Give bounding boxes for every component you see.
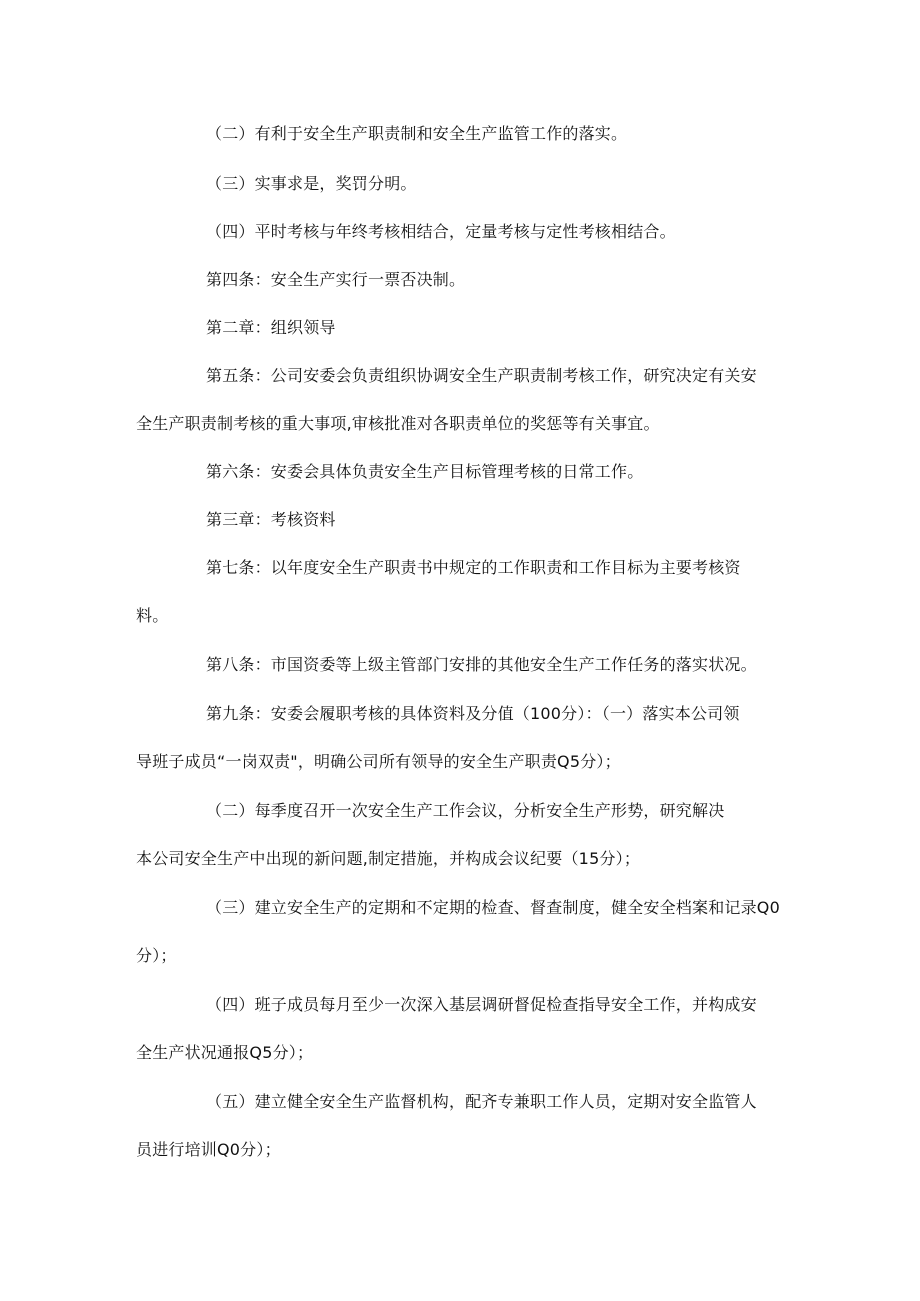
text-line: （二）每季度召开一次安全生产工作会议，分析安全生产形势，研究解决 [206,801,725,820]
text-line: 第三章：考核资料 [206,510,336,529]
text-line: 第四条：安全生产实行一票否决制。 [206,270,466,289]
text-line: （四）平时考核与年终考核相结合，定量考核与定性考核相结合。 [206,222,676,241]
text-line: 第七条：以年度安全生产职责书中规定的工作职责和工作目标为主要考核资 [206,558,741,577]
text-line: 第六条：安委会具体负责安全生产目标管理考核的日常工作。 [206,462,644,481]
text-line: （三）实事求是，奖罚分明。 [206,174,417,193]
text-line: 全生产状况通报Q5分）； [136,1043,314,1062]
text-line: 员进行培训Q0分）； [136,1140,281,1159]
text-line: （二）有利于安全生产职责制和安全生产监管工作的落实。 [206,124,628,143]
text-line: 本公司安全生产中出现的新问题,制定措施，并构成会议纪要（15分）； [136,849,641,868]
text-line: 第二章：组织领导 [206,318,336,337]
text-line: 料。 [136,606,169,625]
text-line: 第八条：市国资委等上级主管部门安排的其他安全生产工作任务的落实状况。 [206,655,757,674]
text-line: （五）建立健全安全生产监督机构，配齐专兼职工作人员，定期对安全监管人 [206,1092,757,1111]
text-line: 第九条：安委会履职考核的具体资料及分值（100分）：（一）落实本公司领 [206,704,740,723]
text-line: （四）班子成员每月至少一次深入基层调研督促检查指导安全工作，并构成安 [206,995,757,1014]
text-line: （三）建立安全生产的定期和不定期的检查、督查制度，健全安全档案和记录Q0 [206,898,780,917]
text-line: 第五条：公司安委会负责组织协调安全生产职责制考核工作，研究决定有关安 [206,366,757,385]
text-line: 导班子成员“一岗双责"，明确公司所有领导的安全生产职责Q5分）； [136,752,621,771]
text-line: 全生产职责制考核的重大事项,审核批准对各职责单位的奖惩等有关事宜。 [136,414,660,433]
text-line: 分）； [136,946,177,965]
